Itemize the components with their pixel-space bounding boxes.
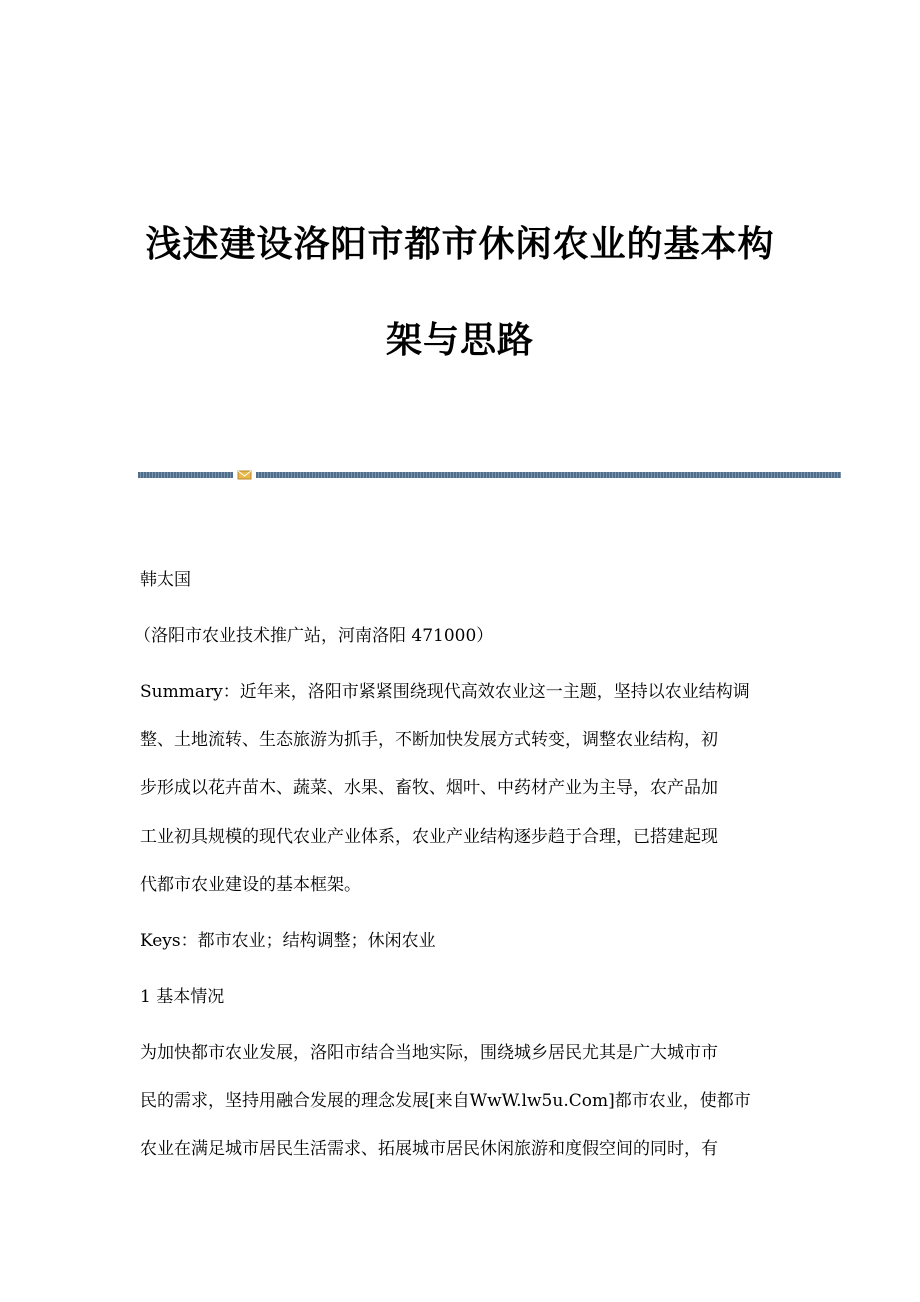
- summary-line: 代都市农业建设的基本框架。: [140, 875, 361, 895]
- divider-ornament-icon: [237, 469, 252, 481]
- section-1-heading: 1 基本情况: [140, 987, 225, 1007]
- summary-line: 工业初具规模的现代农业产业体系，农业产业结构逐步趋于合理，已搭建起现: [140, 827, 718, 847]
- divider-bar-left: [138, 472, 233, 478]
- document-title-line-1: 浅述建设洛阳市都市休闲农业的基本构: [145, 223, 775, 265]
- document-title-line-2: 架与思路: [385, 319, 534, 361]
- keywords-line: Keys：都市农业；结构调整；休闲农业: [140, 931, 436, 951]
- body-line: 为加快都市农业发展，洛阳市结合当地实际，围绕城乡居民尤其是广大城市市: [140, 1043, 718, 1063]
- body-line: 民的需求，坚持用融合发展的理念发展[来自WwW.lw5u.Com]都市农业，使都市: [140, 1091, 751, 1111]
- summary-line: 整、土地流转、生态旅游为抓手，不断加快发展方式转变，调整农业结构，初: [140, 730, 718, 750]
- summary-line: 步形成以花卉苗木、蔬菜、水果、畜牧、烟叶、中药材产业为主导，农产品加: [140, 778, 718, 798]
- author-affiliation: （洛阳市农业技术推广站，河南洛阳 471000）: [134, 626, 494, 646]
- title-divider: [138, 469, 841, 481]
- author-name: 韩太国: [140, 570, 191, 590]
- summary-line: Summary：近年来，洛阳市紧紧围绕现代高效农业这一主题，坚持以农业结构调: [140, 682, 750, 702]
- divider-bar-right: [256, 472, 841, 478]
- body-line: 农业在满足城市居民生活需求、拓展城市居民休闲旅游和度假空间的同时，有: [140, 1139, 718, 1159]
